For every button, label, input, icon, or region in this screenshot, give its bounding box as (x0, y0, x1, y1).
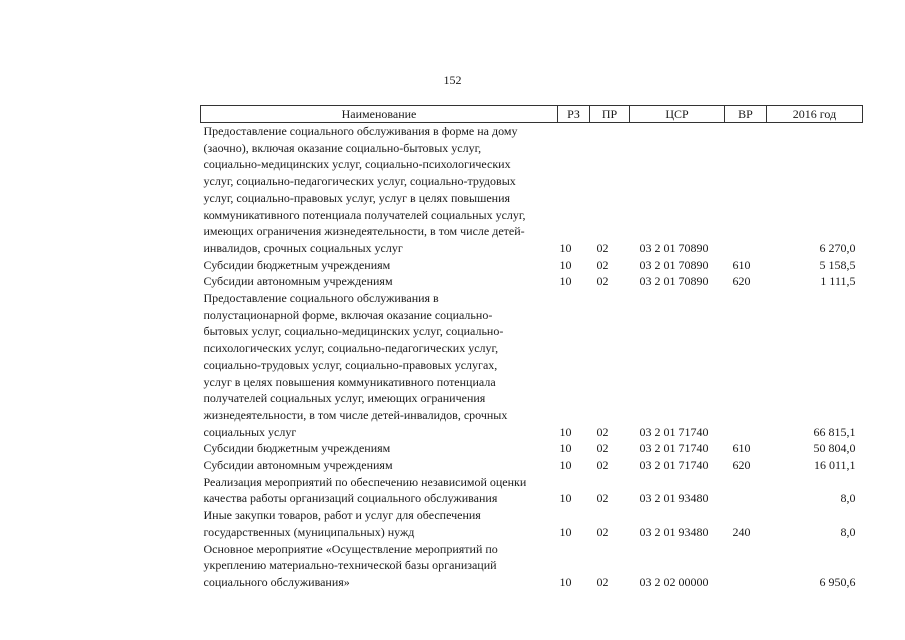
row-year: 8,0 (840, 524, 856, 539)
row-rz: 10 (559, 441, 572, 456)
table-row (201, 257, 863, 274)
row-name (201, 440, 558, 457)
table-body (201, 123, 863, 591)
page-number: 152 (443, 73, 462, 87)
table-header (201, 106, 863, 123)
row-name-line: Субсидии бюджетным учреждениям (203, 257, 391, 272)
row-year: 50 804,0 (813, 441, 856, 456)
row-vr: 610 (732, 257, 751, 272)
row-name-line: Субсидии автономным учреждениям (203, 458, 393, 473)
row-name-line: государственных (муниципальных) нужд (203, 524, 415, 539)
row-name-line: инвалидов, срочных социальных услуг (203, 240, 403, 255)
row-year: 16 011,1 (813, 458, 856, 473)
table-row (201, 457, 863, 474)
row-name-line: услуг, социально-правовых услуг, услуг в целях повышения (203, 190, 511, 205)
row-csr: 03 2 01 71740 (639, 441, 709, 456)
row-csr: 03 2 01 93480 (639, 491, 709, 506)
row-csr: 03 2 01 70890 (639, 240, 709, 255)
row-name-line: социальных услуг (203, 424, 297, 439)
row-vr: 620 (732, 458, 751, 473)
row-pr: 02 (596, 441, 609, 456)
header-rz: РЗ (558, 106, 590, 123)
row-name-line: жизнедеятельности, в том числе детей-инвалидов, срочных (203, 407, 508, 422)
row-vr (725, 541, 767, 591)
row-name (201, 541, 558, 591)
row-name-line: услуг в целях повышения коммуникативного потенциала (203, 374, 496, 389)
row-year: 66 815,1 (813, 424, 856, 439)
table-row (201, 507, 863, 540)
row-pr: 02 (596, 240, 609, 255)
row-pr: 02 (596, 274, 609, 289)
row-name (201, 257, 558, 274)
row-year: 6 270,0 (819, 240, 856, 255)
header-year: 2016 год (767, 106, 863, 123)
row-vr (725, 474, 767, 507)
row-rz: 10 (559, 491, 572, 506)
row-rz: 10 (559, 424, 572, 439)
row-vr: 240 (732, 524, 751, 539)
header-pr: ПР (590, 106, 630, 123)
row-name (201, 273, 558, 290)
row-csr: 03 2 02 00000 (639, 574, 709, 589)
row-name-line: Основное мероприятие «Осуществление мероприятий по (203, 541, 498, 556)
row-vr: 620 (732, 274, 751, 289)
row-rz: 10 (559, 240, 572, 255)
table-row (201, 541, 863, 591)
row-csr: 03 2 01 70890 (639, 257, 709, 272)
row-name-line: Иные закупки товаров, работ и услуг для обеспечения (203, 508, 481, 523)
row-pr: 02 (596, 424, 609, 439)
row-rz: 10 (559, 458, 572, 473)
row-vr (725, 290, 767, 440)
row-name-line: Субсидии автономным учреждениям (203, 274, 393, 289)
row-pr: 02 (596, 458, 609, 473)
row-pr: 02 (596, 491, 609, 506)
row-csr: 03 2 01 71740 (639, 458, 709, 473)
row-rz: 10 (559, 274, 572, 289)
header-csr: ЦСР (630, 106, 725, 123)
table-row (201, 290, 863, 440)
row-year: 6 950,6 (819, 574, 856, 589)
row-year: 8,0 (840, 491, 856, 506)
row-name-line: коммуникативного потенциала получателей социальных услуг, (203, 207, 526, 222)
row-csr: 03 2 01 70890 (639, 274, 709, 289)
header-row (201, 106, 863, 123)
row-csr: 03 2 01 93480 (639, 524, 709, 539)
row-name-line: Реализация мероприятий по обеспечению независимой оценки (203, 474, 527, 489)
row-name-line: социально-медицинских услуг, социально-психологических (203, 157, 511, 172)
row-name-line: получателей социальных услуг, имеющих ограничения (203, 391, 486, 406)
row-name-line: бытовых услуг, социально-медицинских услуг, социально- (203, 324, 504, 339)
row-csr: 03 2 01 71740 (639, 424, 709, 439)
row-name-line: укреплению материально-технической базы организаций (203, 558, 497, 573)
row-pr: 02 (596, 574, 609, 589)
row-rz: 10 (559, 524, 572, 539)
row-name-line: (заочно), включая оказание социально-бытовых услуг, (203, 140, 482, 155)
row-name (201, 290, 558, 440)
row-name-line: имеющих ограничения жизнедеятельности, в том числе детей- (203, 224, 525, 239)
row-pr: 02 (596, 524, 609, 539)
row-name-line: Субсидии бюджетным учреждениям (203, 441, 391, 456)
row-name (201, 474, 558, 507)
row-pr: 02 (596, 257, 609, 272)
row-name-line: Предоставление социального обслуживания в форме на дому (203, 124, 518, 138)
row-name-line: Предоставление социального обслуживания в (203, 291, 439, 306)
row-name (201, 507, 558, 540)
row-name-line: услуг, социально-педагогических услуг, социально-трудовых (203, 174, 516, 189)
row-name-line: полустационарной форме, включая оказание социально- (203, 307, 493, 322)
header-name: Наименование (201, 106, 558, 123)
table-row (201, 474, 863, 507)
row-name-line: качества работы организаций социального обслуживания (203, 491, 498, 506)
row-rz: 10 (559, 257, 572, 272)
row-vr: 610 (732, 441, 751, 456)
row-name-line: социально-трудовых услуг, социально-правовых услугах, (203, 357, 498, 372)
row-year: 1 111,5 (820, 274, 856, 289)
row-name-line: социального обслуживания» (203, 574, 350, 589)
row-vr (725, 123, 767, 257)
table-row (201, 440, 863, 457)
table-row (201, 273, 863, 290)
row-name (201, 457, 558, 474)
row-name-line: психологических услуг, социально-педагогических услуг, (203, 341, 499, 356)
row-year: 5 158,5 (819, 257, 856, 272)
row-name (201, 123, 558, 257)
budget-table (200, 105, 863, 591)
row-rz: 10 (559, 574, 572, 589)
header-vr: ВР (725, 106, 767, 123)
table-row (201, 123, 863, 257)
